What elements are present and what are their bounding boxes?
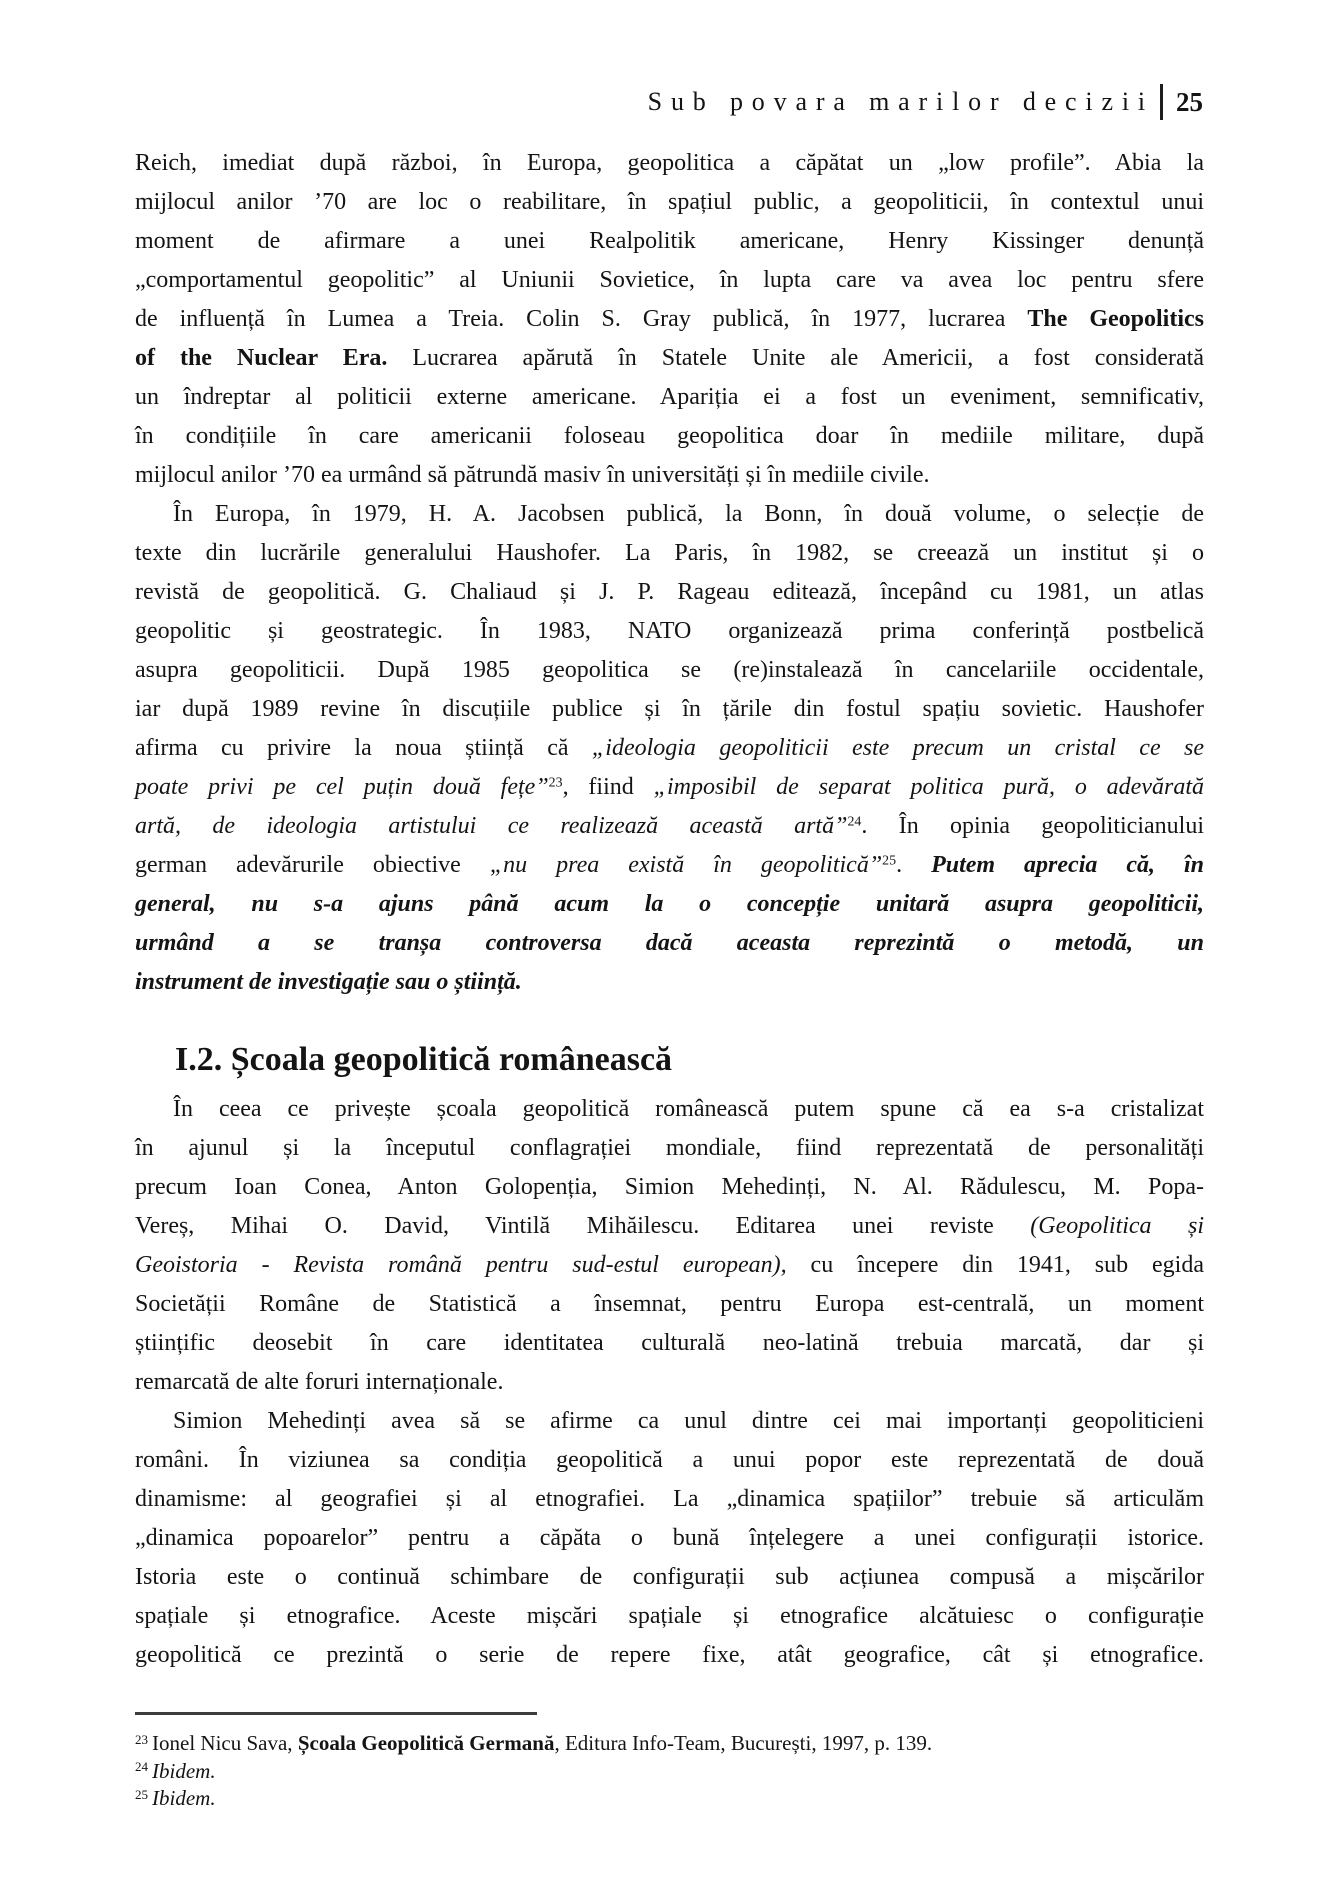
text-line: precum Ioan Conea, Anton Golopenția, Simion Mehedinți, N. Al. Rădulescu, M. Popa-: [135, 1174, 1204, 1200]
text-line: spațiale și etnografice. Aceste mișcări spațiale și etnografice alcătuiesc o configurație: [135, 1603, 1204, 1629]
text-line: științific deosebit în care identitatea culturală neo-latină trebuia marcată, dar și: [135, 1330, 1204, 1356]
text-line: geopolitică ce prezintă o serie de repere fixe, atât geografice, cât și etnografice.: [135, 1642, 1204, 1668]
text-line: Istoria este o continuă schimbare de configurații sub acțiunea compusă a mișcărilor: [135, 1564, 1204, 1590]
text-line: Geoistoria - Revista română pentru sud-estul european), cu începere din 1941, sub egida: [135, 1252, 1204, 1278]
text-line: instrument de investigație sau o știință.: [135, 969, 522, 995]
footnotes-section: [135, 1712, 1204, 1813]
footnote-marker: 23: [135, 1731, 149, 1747]
text-line: of the Nuclear Era. Lucrarea apărută în Statele Unite ale Americii, a fost considerată: [135, 345, 1205, 371]
text-line: asupra geopoliticii. După 1985 geopolitica se (re)instalează în cancelariile occidentale,: [135, 657, 1204, 683]
footnote-separator-rule: [135, 1712, 537, 1715]
text-line: geopolitic și geostrategic. În 1983, NATO organizează prima conferință postbelică: [135, 618, 1204, 644]
text-line: mijlocul anilor ’70 ea urmând să pătrundă masiv în universități și în mediile civile.: [135, 462, 930, 488]
text-line: moment de afirmare a unei Realpolitik americane, Henry Kissinger denunță: [135, 228, 1204, 254]
footnote: $^{25}$ Ibidem.: [135, 1786, 216, 1810]
section-heading: I.2. Școala geopolitică românească: [175, 1041, 673, 1078]
text-line: „dinamica popoarelor” pentru a căpăta o bună înțelegere a unei configurații istorice.: [135, 1525, 1204, 1551]
text-line: general, nu s-a ajuns până acum la o concepție unitară asupra geopoliticii,: [135, 891, 1204, 917]
text-line: Societății Române de Statistică a însemnat, pentru Europa est-centrală, un moment: [135, 1291, 1204, 1317]
page-body: [135, 144, 1204, 1675]
footnote-list: [135, 1730, 1204, 1813]
text-line: dinamisme: al geografiei și al etnografiei. La „dinamica spațiilor” trebuie să articulăm: [135, 1486, 1204, 1512]
paragraph: [135, 144, 1204, 495]
footnote: $^{23}$ Ionel Nicu Sava, Școala Geopolitică Germană, Editura Info-Team, București, 1997, p. 139.: [135, 1731, 933, 1755]
text-line: texte din lucrările generalului Haushofer. La Paris, în 1982, se creează un institut și o: [135, 540, 1204, 566]
paragraph: [135, 1402, 1204, 1675]
footnote-marker: 25: [135, 1786, 149, 1802]
header-divider-bar: [1160, 84, 1163, 120]
text-line: un îndreptar al politicii externe americane. Apariția ei a fost un eveniment, semnificativ,: [135, 384, 1204, 410]
text-line: în condițiile în care americanii foloseau geopolitica doar în mediile militare, după: [135, 423, 1204, 449]
text-line: afirma cu privire la noua știință că „ideologia geopoliticii este precum un cristal ce se: [135, 735, 1204, 761]
text-line: artă, de ideologia artistului ce realizează această artă”$^{24}$. În opinia geopoliticianului: [135, 813, 1204, 839]
text-line: români. În viziunea sa condiția geopolitică a unui popor este reprezentată de două: [135, 1447, 1204, 1473]
paragraph: [135, 1090, 1204, 1402]
text-line: revistă de geopolitică. G. Chaliaud și J. P. Rageau editează, începând cu 1981, un atlas: [135, 579, 1204, 605]
page-header: [648, 82, 1203, 122]
text-line: Vereș, Mihai O. David, Vintilă Mihăilescu. Editarea unei reviste (Geopolitica și: [135, 1213, 1204, 1239]
text-line: de influență în Lumea a Treia. Colin S. Gray publică, în 1977, lucrarea The Geopolitics: [135, 306, 1204, 332]
text-line: german adevărurile obiective „nu prea există în geopolitică”$^{25}$. Putem aprecia că, în: [135, 852, 1204, 878]
text-line: poate privi pe cel puțin două fețe”$^{23}$, fiind „imposibil de separat politica pură, o adevărată: [135, 774, 1204, 800]
text-line: în ajunul și la începutul conflagrației mondiale, fiind reprezentată de personalități: [135, 1135, 1204, 1161]
text-line: Simion Mehedinți avea să se afirme ca unul dintre cei mai importanți geopoliticieni: [173, 1408, 1204, 1434]
text-line: iar după 1989 revine în discuțiile publice și în țările din fostul spațiu sovietic. Haushofer: [135, 696, 1204, 722]
page-number: 25: [1176, 87, 1203, 117]
text-line: mijlocul anilor ’70 are loc o reabilitare, în spațiul public, a geopoliticii, în contextul unui: [135, 189, 1204, 215]
footnote: $^{24}$ Ibidem.: [135, 1758, 216, 1783]
running-title: Sub povara marilor decizii: [647, 87, 1154, 116]
text-line: urmând a se tranșa controversa dacă aceasta reprezintă o metodă, un: [135, 930, 1204, 956]
text-line: „comportamentul geopolitic” al Uniunii Sovietice, în lupta care va avea loc pentru sfere: [135, 267, 1204, 293]
text-line: remarcată de alte foruri internaționale.: [135, 1369, 504, 1395]
paragraph: [135, 495, 1204, 1002]
footnote-marker: 24: [135, 1759, 149, 1774]
text-line: Reich, imediat după război, în Europa, geopolitica a căpătat un „low profile”. Abia la: [135, 150, 1204, 176]
text-line: În Europa, în 1979, H. A. Jacobsen publică, la Bonn, în două volume, o selecție de: [173, 501, 1204, 527]
text-line: În ceea ce privește școala geopolitică românească putem spune că ea s-a cristalizat: [173, 1096, 1204, 1122]
